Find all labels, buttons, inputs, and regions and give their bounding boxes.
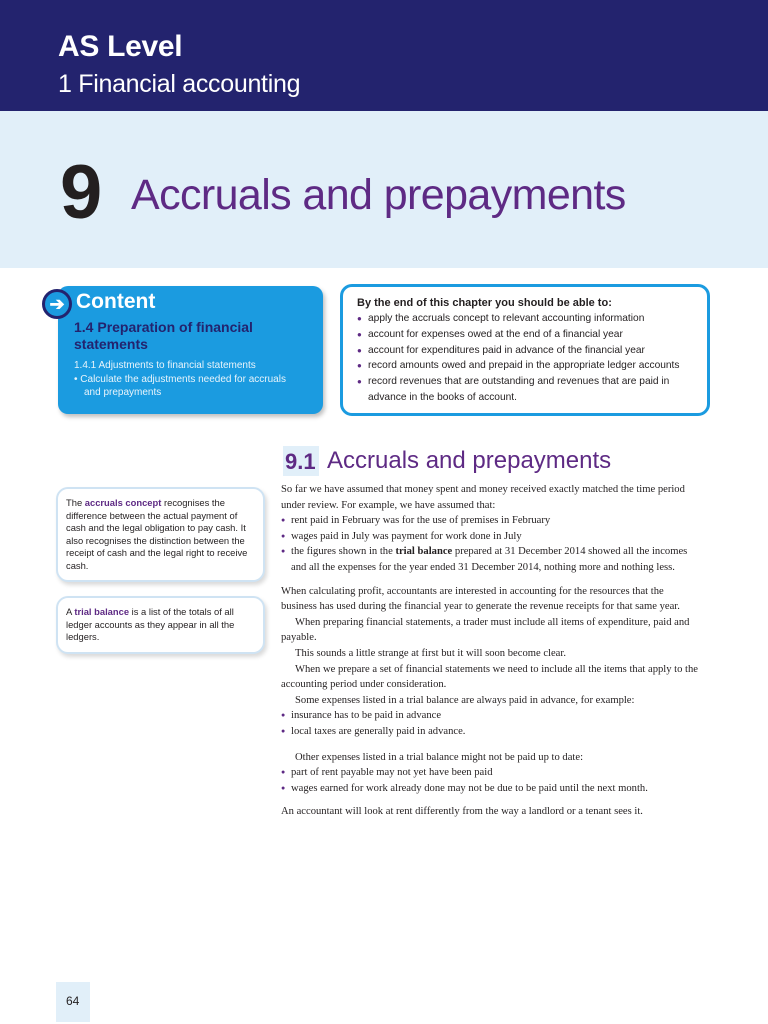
definition-text: The: [66, 497, 85, 508]
bullet-text: prepared at 31 December 2014 showed all the incomes and all the expenses for the year ended 31 December 2014, nothing more and nothing less.: [291, 546, 688, 573]
paragraph: Other expenses listed in a trial balance might not be paid up to date:: [295, 751, 584, 763]
content-box-title: Content: [76, 290, 156, 313]
learning-objectives-box: [340, 284, 710, 416]
paragraph: When preparing financial statements, a trader must include all items of expenditure, paid and payable.: [281, 616, 690, 644]
list-item: ● rent paid in February was for the use of premises in February: [281, 513, 701, 529]
list-item: [281, 544, 701, 575]
chapter-title: Accruals and prepayments: [131, 171, 626, 219]
list-item: ● wages paid in July was payment for work done in July: [281, 529, 701, 545]
list-item: ● account for expenditures paid in advance of the financial year: [357, 343, 693, 359]
unit-title: 1 Financial accounting: [58, 70, 301, 98]
bullet-list: [281, 513, 701, 575]
content-box-line: and prepayments: [84, 387, 162, 398]
chapter-header-bar: [0, 0, 768, 111]
trial-balance-term: trial balance: [74, 606, 130, 617]
list-item: ● part of rent payable may not yet have been paid: [281, 765, 701, 781]
content-box-subtitle: 1.4 Preparation of financial statements: [74, 319, 253, 352]
arrow-right-icon: ➔: [42, 289, 72, 319]
paragraph: So far we have assumed that money spent and money received exactly matched the time period under review. For example, we have assumed that:: [281, 484, 685, 511]
page-number: 64: [56, 982, 90, 1022]
bullet-list: [281, 765, 701, 796]
paragraph: Some expenses listed in a trial balance are always paid in advance, for example:: [295, 694, 635, 706]
definition-text: is a list of the totals of all ledger accounts as they appear in all the ledgers.: [66, 606, 235, 642]
paragraph: When we prepare a set of financial statements we need to include all the items that apply to the accounting period under consideration.: [281, 663, 699, 691]
content-box-line: • Calculate the adjustments needed for accruals: [74, 374, 286, 385]
bullet-list: [281, 708, 701, 739]
body-text: [281, 482, 701, 820]
definition-text: A: [66, 606, 75, 617]
list-item: ● apply the accruals concept to relevant accounting information: [357, 311, 693, 327]
accruals-concept-term: accruals concept: [84, 497, 162, 508]
paragraph: When calculating profit, accountants are interested in accounting for the resources that the business has used during the financial year to generate the revenue receipts for that same year.: [281, 585, 680, 613]
list-item: ● wages earned for work already done may not be due to be paid until the next month.: [281, 781, 701, 797]
list-item: ● local taxes are generally paid in advance.: [281, 724, 701, 740]
list-item: ● insurance has to be paid in advance: [281, 708, 701, 724]
bullet-text: the figures shown in the: [291, 546, 396, 558]
definition-box-trial-balance: [56, 596, 265, 654]
definition-text: recognises the difference between the actual payment of cash and the legal obligation to pay cash. It also recognises the distinction between the receipt of cash and the legal right to receive cash.: [66, 497, 248, 571]
list-item: ● record revenues that are outstanding and revenues that are paid in advance in the books of account.: [357, 374, 693, 406]
list-item: ● record amounts owed and prepaid in the appropriate ledger accounts: [357, 358, 693, 374]
objectives-list: [357, 311, 693, 406]
paragraph: An accountant will look at rent differently from the way a landlord or a tenant sees it.: [281, 806, 643, 818]
paragraph: This sounds a little strange at first but it will soon become clear.: [295, 647, 566, 659]
list-item: ● account for expenses owed at the end of a financial year: [357, 327, 693, 343]
section-number: 9.1: [283, 446, 319, 476]
content-box: [58, 286, 323, 414]
chapter-number: 9: [60, 150, 101, 235]
section-title: Accruals and prepayments: [327, 447, 612, 474]
objectives-heading: By the end of this chapter you should be able to:: [357, 297, 612, 309]
trial-balance-term: trial balance: [395, 546, 453, 558]
content-box-line: 1.4.1 Adjustments to financial statements: [74, 360, 256, 371]
definition-box-accruals: [56, 487, 265, 582]
level-title: AS Level: [58, 30, 183, 63]
